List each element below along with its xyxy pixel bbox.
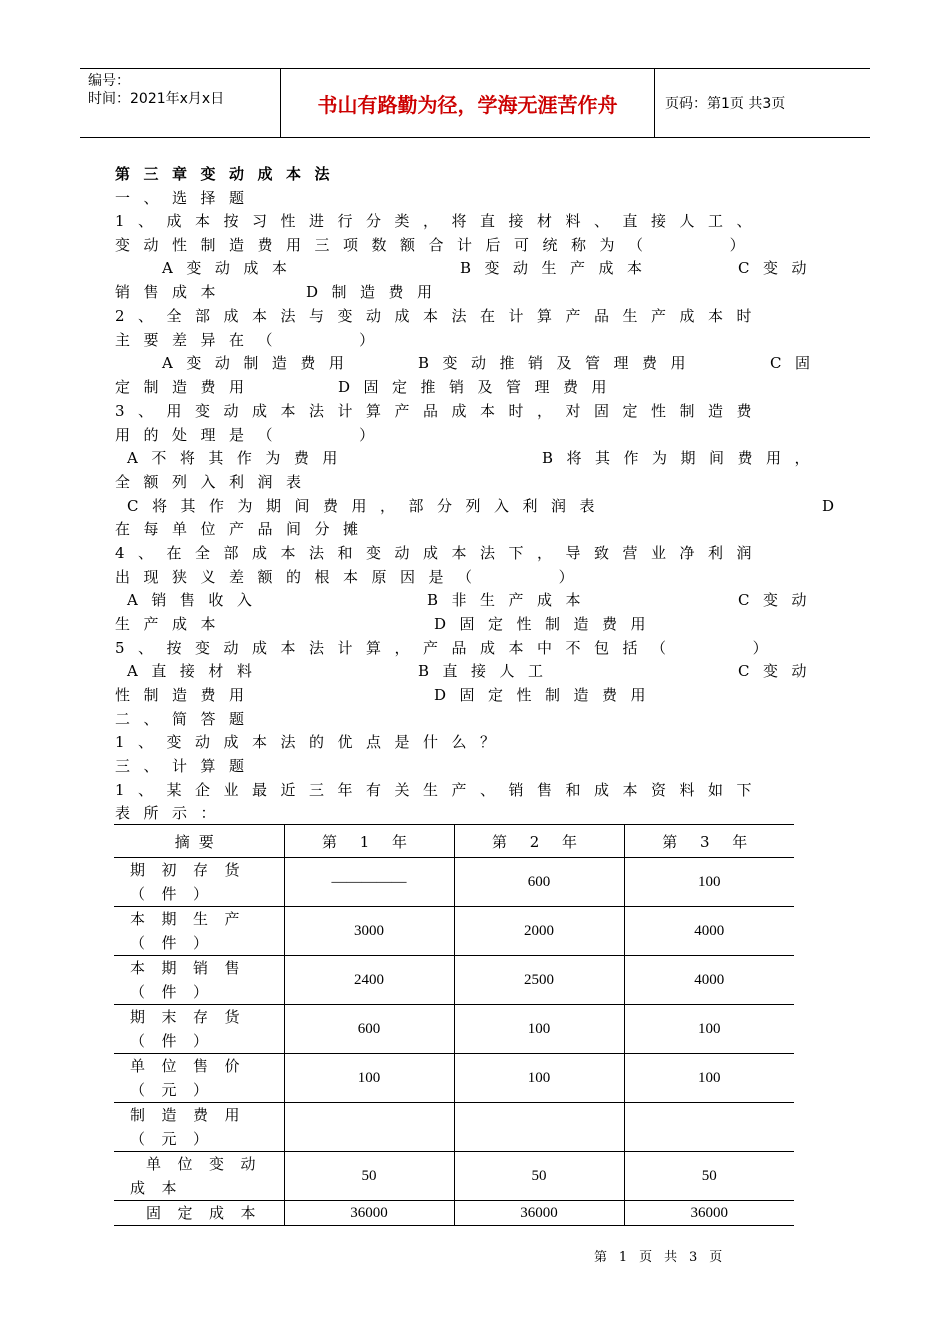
table-row	[114, 956, 794, 1005]
row-label	[114, 1005, 284, 1054]
option-c: C将其作为期间费用，部分列入利润表	[127, 497, 608, 515]
row-label-unit: （元）	[130, 1081, 225, 1099]
question-line: 主要差异在（ ）	[115, 331, 388, 349]
table-cell: —————	[284, 858, 454, 907]
table-row	[114, 858, 794, 907]
option-c: C固	[770, 354, 824, 372]
section-heading: 三、计算题	[115, 757, 258, 775]
option-b: B变动推销及管理费用	[418, 354, 700, 372]
question-line: 变动性制造费用三项数额合计后可统称为（ ）	[115, 236, 759, 254]
number-label: 编号：	[88, 73, 130, 89]
question-line: 表所示：	[115, 804, 230, 822]
table-cell	[454, 1103, 624, 1152]
row-label-unit: （件）	[130, 1032, 225, 1050]
time-label: 时间：2021年x月x日	[88, 91, 225, 107]
option-line: 生产成本	[115, 615, 230, 633]
row-label-unit: （件）	[130, 885, 225, 903]
row-label-unit: （件）	[130, 983, 225, 1001]
motto: 书山有路勤为径，学海无涯苦作舟	[281, 69, 655, 137]
option-a: A变动成本	[162, 259, 301, 277]
option-c: C变动	[738, 662, 820, 680]
option-c: C变动	[738, 259, 820, 277]
table-cell: 36000	[284, 1201, 454, 1226]
row-label	[114, 907, 284, 956]
page-header	[80, 68, 870, 138]
option-b: B非生产成本	[427, 591, 595, 609]
table-cell: 4000	[624, 956, 794, 1005]
table-cell	[624, 1103, 794, 1152]
question-line: 3、用变动成本法计算产品成本时，对固定性制造费	[115, 402, 766, 420]
table-header: 第 2 年	[454, 825, 624, 858]
option-d: D固定性制造费用	[434, 686, 660, 704]
question-line: 5、按变动成本法计算，产品成本中不包括（ ）	[115, 639, 782, 657]
table-cell: 600	[284, 1005, 454, 1054]
table-header: 第 1 年	[284, 825, 454, 858]
row-label-unit: 成本	[130, 1179, 194, 1197]
row-label-text: 本期生产	[130, 910, 257, 928]
page-info: 页码：第1页 共3页	[665, 96, 786, 112]
table-cell: 100	[284, 1054, 454, 1103]
table-cell: 2000	[454, 907, 624, 956]
table-cell: 36000	[454, 1201, 624, 1226]
row-label	[114, 956, 284, 1005]
option-a: A直接材料	[127, 662, 266, 680]
data-table	[114, 824, 794, 1226]
option-line: 定制造费用	[115, 378, 258, 396]
row-label	[114, 1201, 284, 1226]
option-d: D固定推销及管理费用	[338, 378, 621, 396]
question-line: 4、在全部成本法和变动成本法下，导致营业净利润	[115, 544, 766, 562]
table-row	[114, 907, 794, 956]
option-a: A变动制造费用	[162, 354, 358, 372]
option-line: 销售成本	[115, 283, 230, 301]
option-d: D固定性制造费用	[434, 615, 660, 633]
table-header-row	[114, 825, 794, 858]
table-cell: 600	[454, 858, 624, 907]
table-cell: 100	[454, 1005, 624, 1054]
table-row	[114, 1005, 794, 1054]
option-d: D	[822, 497, 848, 515]
table-cell: 50	[284, 1152, 454, 1201]
option-a: A不将其作为费用	[127, 449, 351, 467]
row-label-unit: （件）	[130, 934, 225, 952]
table-row	[114, 1054, 794, 1103]
option-b: B变动生产成本	[460, 259, 656, 277]
table-cell	[284, 1103, 454, 1152]
table-row	[114, 1201, 794, 1226]
table-cell: 3000	[284, 907, 454, 956]
question-line: 出现狭义差额的根本原因是（ ）	[115, 568, 588, 586]
question-line: 1、某企业最近三年有关生产、销售和成本资料如下	[115, 781, 766, 799]
question-line: 用的处理是（ ）	[115, 426, 388, 444]
question-line: 2、全部成本法与变动成本法在计算产品生产成本时	[115, 307, 766, 325]
table-cell: 4000	[624, 907, 794, 956]
row-label-unit: （元）	[130, 1130, 225, 1148]
table-header: 第 3 年	[624, 825, 794, 858]
option-a: A销售收入	[127, 591, 266, 609]
row-label-text: 单位售价	[130, 1057, 257, 1075]
question-line: 1、成本按习性进行分类，将直接材料、直接人工、	[115, 212, 766, 230]
table-cell: 50	[454, 1152, 624, 1201]
row-label-text: 固定成本	[146, 1204, 273, 1222]
table-cell: 50	[624, 1152, 794, 1201]
table-header: 摘要	[114, 825, 284, 858]
section-heading: 二、简答题	[115, 710, 258, 728]
row-label-text: 单位变动	[146, 1155, 273, 1173]
table-cell: 100	[454, 1054, 624, 1103]
row-label	[114, 1152, 284, 1201]
table-row	[114, 1152, 794, 1201]
option-d: D制造费用	[306, 283, 446, 301]
table-row	[114, 1103, 794, 1152]
option-line: 在每单位产品间分摊	[115, 520, 372, 538]
page-footer: 第 1 页 共 3 页	[594, 1250, 727, 1265]
option-b: B直接人工	[418, 662, 557, 680]
row-label-text: 期初存货	[130, 861, 257, 879]
header-meta	[80, 69, 281, 137]
table-cell: 100	[624, 1054, 794, 1103]
option-b: B将其作为期间费用，	[542, 449, 824, 467]
row-label-text: 本期销售	[130, 959, 257, 977]
table-cell: 100	[624, 1005, 794, 1054]
table-cell: 36000	[624, 1201, 794, 1226]
row-label-text: 期末存货	[130, 1008, 257, 1026]
row-label	[114, 1054, 284, 1103]
table-cell: 2500	[454, 956, 624, 1005]
section-heading: 一、选择题	[115, 189, 258, 207]
option-line: 性制造费用	[115, 686, 258, 704]
question-line: 1、变动成本法的优点是什么？	[115, 733, 509, 751]
option-c: C变动	[738, 591, 820, 609]
row-label	[114, 1103, 284, 1152]
row-label	[114, 858, 284, 907]
chapter-title: 第三章变动成本法	[115, 165, 344, 183]
table-cell: 100	[624, 858, 794, 907]
option-line: 全额列入利润表	[115, 473, 315, 491]
row-label-text: 制造费用	[130, 1106, 257, 1124]
table-cell: 2400	[284, 956, 454, 1005]
